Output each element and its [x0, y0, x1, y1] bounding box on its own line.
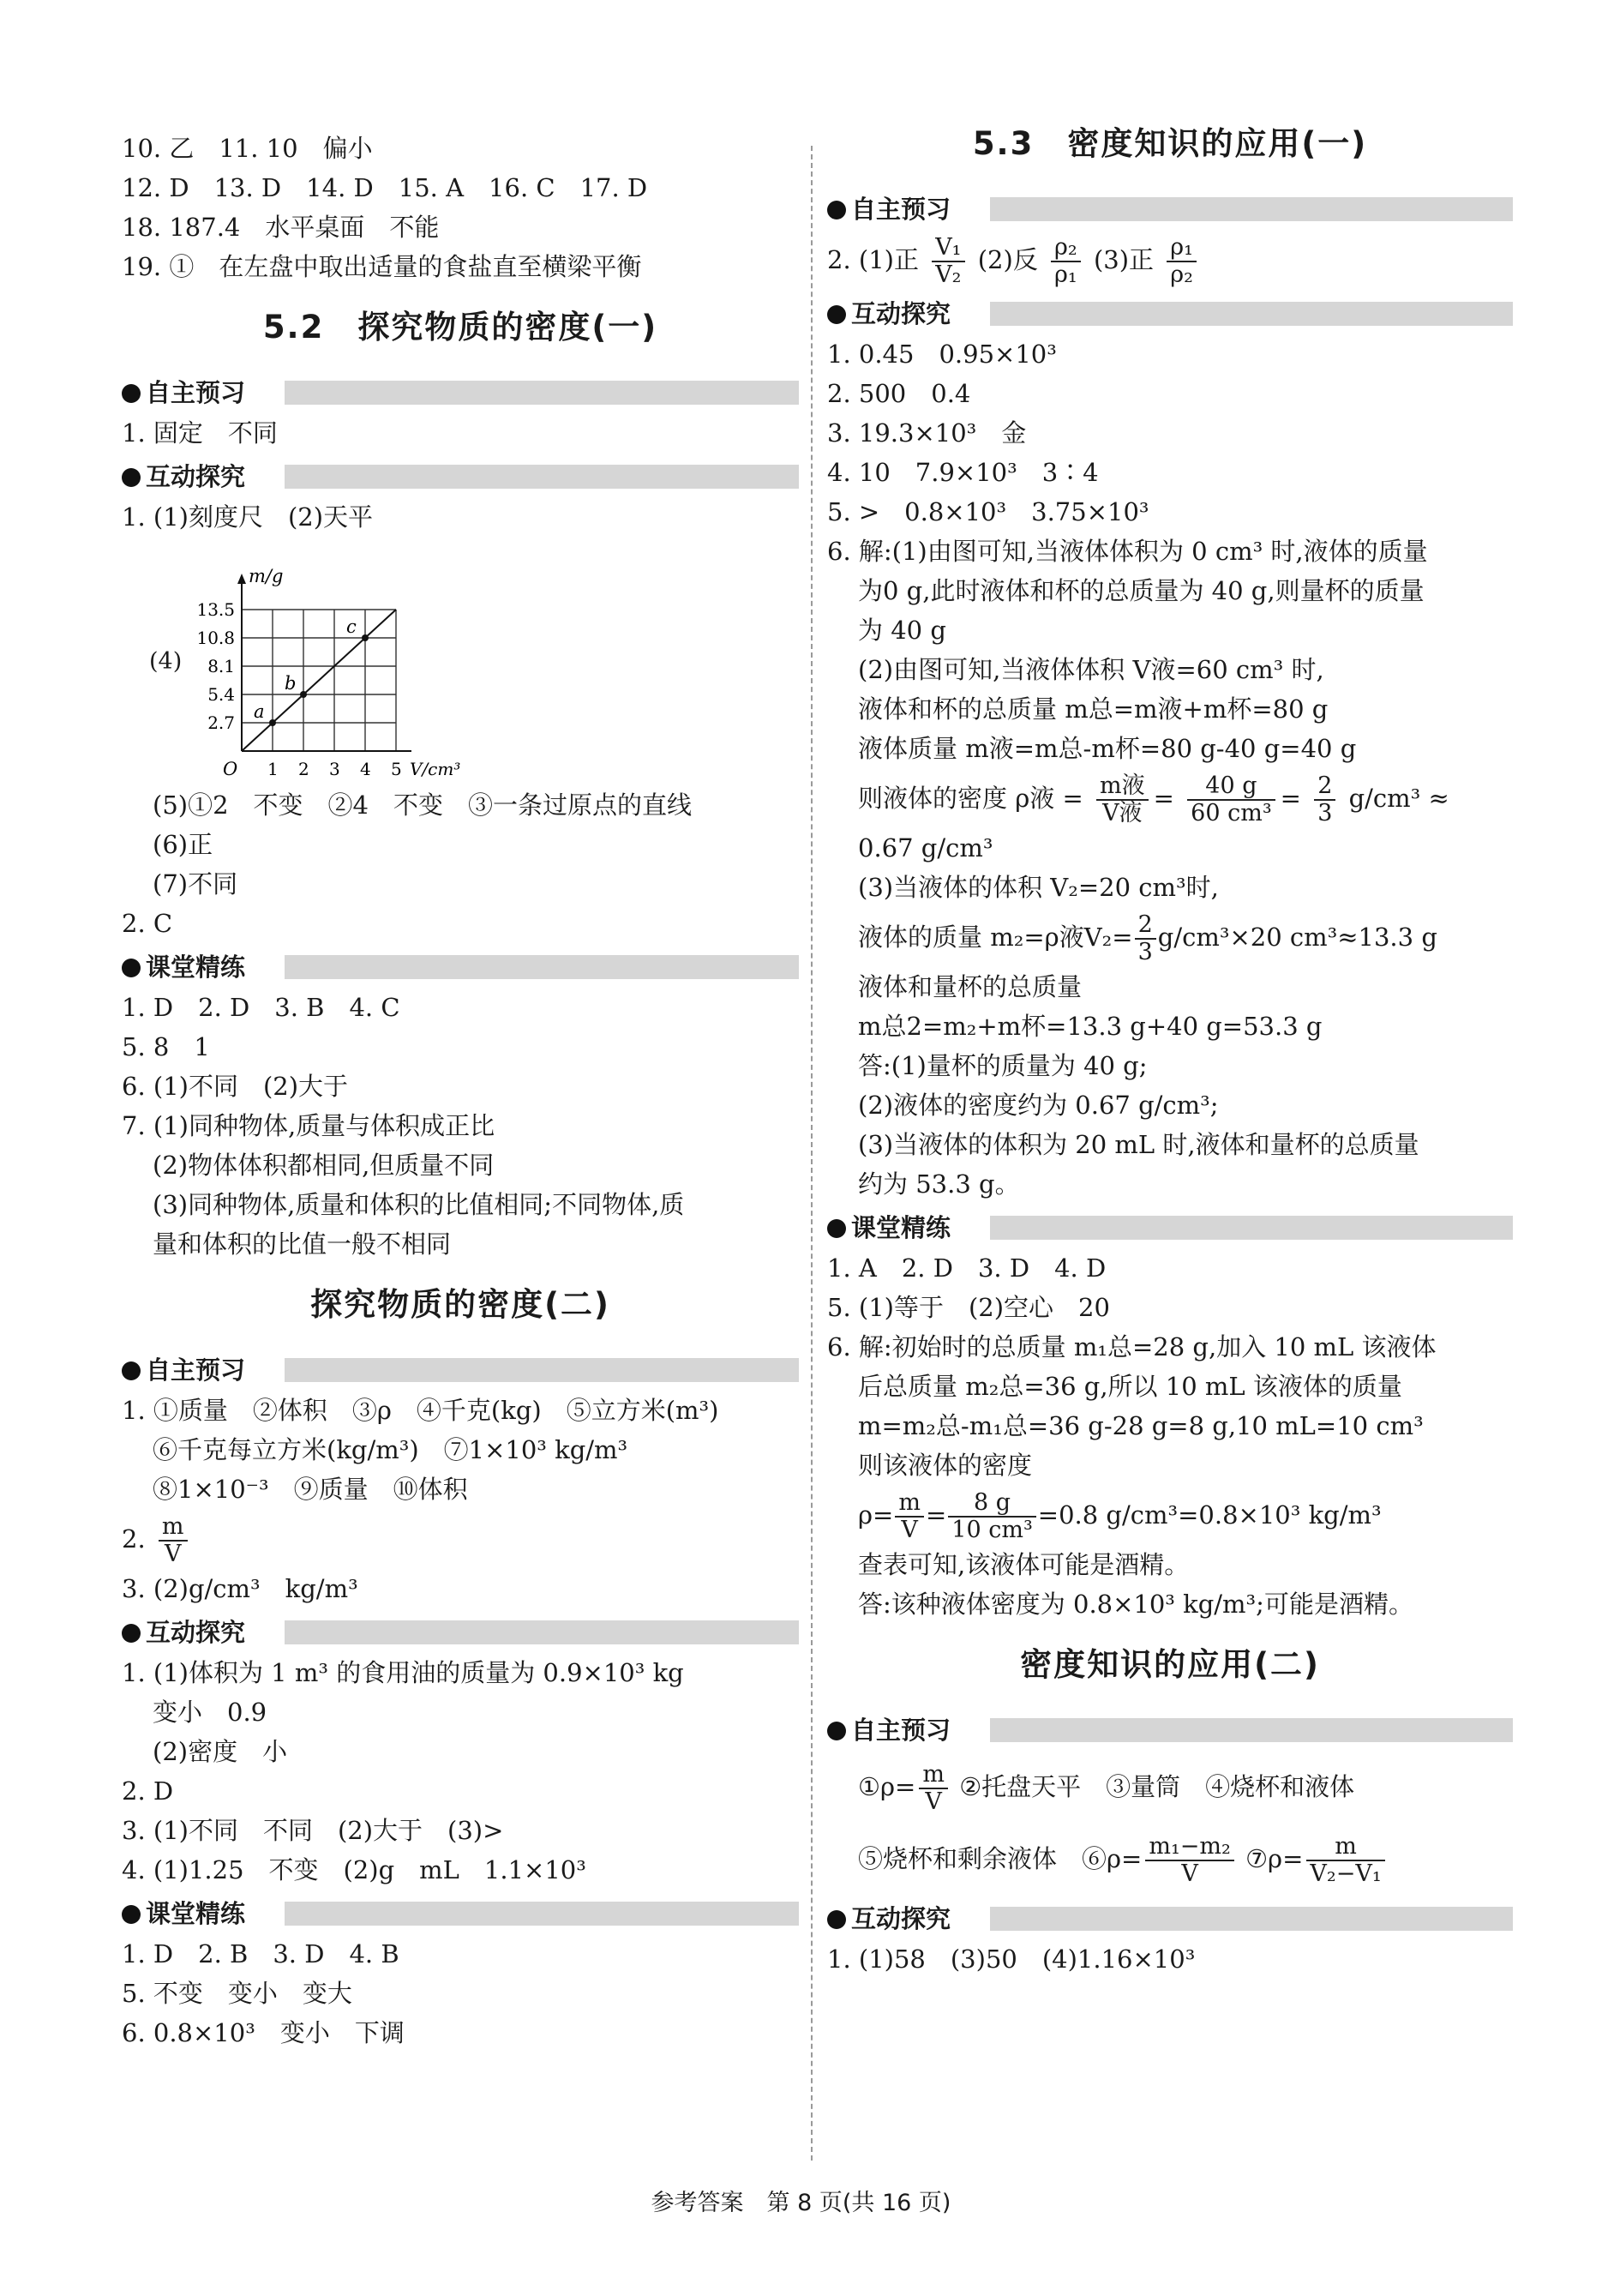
answer-line: 1. 固定 不同 [122, 418, 278, 448]
answer-text: ρ= [858, 1500, 894, 1530]
fraction-top: m [895, 1490, 924, 1518]
x-tick-label: 4 [360, 759, 371, 779]
data-point [300, 691, 307, 698]
fraction-bottom: V₂ [935, 261, 962, 288]
fraction [1167, 235, 1197, 288]
chart-svg [190, 537, 465, 785]
answer-text: ⑦ρ= [1245, 1844, 1304, 1873]
answer-line: 1. (1)刻度尺 (2)天平 [122, 502, 374, 532]
fraction-top: m [1306, 1834, 1384, 1861]
x-axis-label: V/cm³ [410, 759, 461, 779]
answer-line: (5)①2 不变 ②4 不变 ③一条过原点的直线 [153, 790, 692, 820]
x-tick-label: 3 [329, 759, 340, 779]
answer-number: 2. [122, 1524, 146, 1554]
fraction-bottom: ρ₂ [1170, 261, 1193, 288]
section-title: 密度知识的应用(二) [1020, 1646, 1320, 1683]
answer-line: 3. (1)不同 不同 (2)大于 (3)> [122, 1816, 504, 1845]
y-tick-label: 8.1 [207, 656, 235, 676]
fraction-top: m [159, 1514, 188, 1542]
page-footer: 参考答案 第 8 页(共 16 页) [651, 2190, 951, 2216]
answer-text: g/cm³ ≈ [1348, 784, 1449, 813]
bullet-icon [122, 1361, 141, 1380]
section-bar [122, 1898, 799, 1927]
answer-line: 12. D 13. D 14. D 15. A 16. C 17. D [122, 173, 648, 202]
answer-line: m=m₂总-m₁总=36 g-28 g=8 g,10 mL=10 cm³ [858, 1411, 1424, 1440]
answer-line: m总2=m₂+m杯=13.3 g+40 g=53.3 g [858, 1012, 1323, 1041]
answer-line: 4. 10 7.9×10³ 3∶4 [827, 458, 1099, 487]
answer-text: 2. (1)正 [827, 245, 919, 274]
answer-line: 1. (1)体积为 1 m³ 的食用油的质量为 0.9×10³ kg [122, 1658, 684, 1687]
answer-line: 答:该种液体密度为 0.8×10³ kg/m³;可能是酒精。 [858, 1590, 1413, 1619]
answer-line: (6)正 [153, 830, 213, 859]
data-line [242, 610, 396, 751]
y-tick-label: 10.8 [196, 628, 235, 648]
answer-line: ⑥千克每立方米(kg/m³) ⑦1×10³ kg/m³ [153, 1435, 628, 1464]
answer-line: 2. 500 0.4 [827, 379, 971, 408]
x-tick-label: 1 [267, 759, 279, 779]
y-tick-label: 2.7 [207, 712, 235, 733]
section-title: 探究物质的密度(二) [310, 1286, 610, 1323]
answer-line: 则该液体的密度 [858, 1451, 1033, 1480]
right-column [827, 125, 1513, 1979]
fraction [1051, 235, 1081, 288]
y-axis-arrow [237, 574, 246, 584]
section-bar-label: 课堂精练 [146, 952, 257, 983]
answer-line: 2. D [122, 1776, 174, 1806]
fraction [948, 1490, 1036, 1543]
answer-line: 1. ①质量 ②体积 ③ρ ④千克(kg) ⑤立方米(m³) [122, 1396, 719, 1425]
answer-line: (3)当液体的体积 V₂=20 cm³时, [858, 873, 1219, 902]
answer-line: 3. 19.3×10³ 金 [827, 418, 1027, 448]
answer-line: 1. A 2. D 3. D 4. D [827, 1253, 1107, 1283]
y-axis-label: m/g [249, 566, 284, 586]
answer-line: 1. D 2. B 3. D 4. B [122, 1939, 399, 1968]
fraction-top: V₁ [932, 235, 964, 262]
bullet-icon [827, 1219, 846, 1238]
fraction-top: m [919, 1762, 948, 1789]
answer-line: (2)液体的密度约为 0.67 g/cm³; [858, 1091, 1219, 1120]
answer-line: 液体质量 m液=m总-m杯=80 g-40 g=40 g [858, 734, 1357, 763]
section-bar [827, 194, 1513, 223]
answer-line: 约为 53.3 g。 [858, 1169, 1020, 1199]
answer-line: 19. ① 在左盘中取出适量的食盐直至横梁平衡 [122, 252, 642, 281]
bullet-icon [827, 201, 846, 219]
data-point [269, 719, 276, 726]
answer-line: 5. 不变 变小 变大 [122, 1979, 352, 2008]
fraction [1314, 773, 1335, 826]
answer-line: 1. (1)58 (3)50 (4)1.16×10³ [827, 1944, 1196, 1974]
section-bar [827, 1903, 1513, 1932]
section-bar-label: 自主预习 [146, 1355, 257, 1385]
bullet-icon [827, 305, 846, 324]
section-title: 5.3 密度知识的应用(一) [972, 125, 1368, 162]
fraction-top: ρ₁ [1167, 235, 1197, 262]
answer-line: (2)密度 小 [153, 1737, 288, 1766]
section-bar-label: 互动探究 [851, 298, 963, 329]
fraction-top: ρ₂ [1051, 235, 1081, 262]
fraction-bottom: V [1181, 1860, 1198, 1887]
x-tick-label: 2 [298, 759, 309, 779]
answer-line: 10. 乙 11. 10 偏小 [122, 134, 373, 163]
origin-label: O [223, 759, 238, 779]
section-bar [827, 1212, 1513, 1241]
section-bar [827, 298, 1513, 328]
answer-line: 则液体的密度 ρ液 = $\frac{\text{m液}}{\text{V液}}$ = $\frac{40 g}{\text{60 cm³}}$ = $\frac{2}{3}$ g/cm³ ≈ [858, 772, 1449, 826]
section-bar [122, 952, 799, 981]
fraction-bottom: V [925, 1788, 942, 1815]
answer-line: 6. 解:(1)由图可知,当液体体积为 0 cm³ 时,液体的质量 [827, 537, 1428, 566]
answer-line: 7. (1)同种物体,质量与体积成正比 [122, 1111, 495, 1140]
section-bar-label: 互动探究 [146, 461, 257, 492]
bullet-icon [827, 1722, 846, 1740]
answer-line: (2)物体体积都相同,但质量不同 [153, 1151, 495, 1180]
answer-text: = [925, 1500, 947, 1530]
fraction-bottom: V [901, 1517, 918, 1543]
fraction-top: 40 g [1187, 773, 1275, 801]
answer-line: 6. 0.8×10³ 变小 下调 [122, 2018, 405, 2047]
bullet-icon [122, 384, 141, 403]
answer-line: (2)由图可知,当液体体积 V液=60 cm³ 时, [858, 655, 1324, 684]
answer-text: 则液体的密度 ρ液 = [858, 784, 1083, 813]
bullet-icon [122, 959, 141, 977]
answer-line: 5. 8 1 [122, 1032, 210, 1061]
fraction-bottom: 3 [1137, 939, 1153, 965]
fraction-bottom: V [164, 1541, 182, 1567]
bullet-icon [122, 1905, 141, 1924]
fraction-bottom: ρ₁ [1054, 261, 1077, 288]
answer-text: (2)反 [977, 245, 1038, 274]
answer-text: ①ρ= [858, 1772, 916, 1801]
data-point-label: b [285, 673, 297, 694]
section-bar-label: 自主预习 [851, 1715, 963, 1746]
section-bar-label: 课堂精练 [146, 1898, 257, 1929]
fraction [1306, 1834, 1384, 1887]
answer-line: 6. (1)不同 (2)大于 [122, 1072, 349, 1101]
answer-line: 4. (1)1.25 不变 (2)g mL 1.1×10³ [122, 1855, 586, 1884]
data-point [362, 634, 369, 641]
data-point-label: a [254, 701, 265, 722]
left-column [122, 129, 799, 2053]
section-bar-label: 互动探究 [851, 1903, 963, 1934]
fraction-bottom: V₂−V₁ [1310, 1860, 1382, 1887]
answer-line: (3)当液体的体积为 20 mL 时,液体和量杯的总质量 [858, 1130, 1419, 1159]
answer-line: 液体和量杯的总质量 [858, 972, 1083, 1001]
fraction [895, 1490, 924, 1543]
answer-text: 液体的质量 m₂=ρ液V₂= [858, 923, 1133, 952]
fraction [1187, 773, 1275, 826]
section-bar-label: 互动探究 [146, 1617, 257, 1648]
section-bar [122, 377, 799, 406]
section-bar [827, 1715, 1513, 1744]
answer-line [827, 230, 1513, 290]
bullet-icon [122, 468, 141, 487]
answer-line: 为0 g,此时液体和杯的总质量为 40 g,则量杯的质量 [858, 576, 1425, 605]
fraction [1135, 912, 1156, 965]
answer-line: 6. 解:初始时的总质量 m₁总=28 g,加入 10 mL 该液体 [827, 1332, 1437, 1361]
answer-line [122, 1509, 799, 1569]
data-point-label: c [346, 616, 357, 637]
chart-part-label: (4) [149, 648, 183, 675]
answer-text: (3)正 [1093, 245, 1155, 274]
fraction-bottom: 10 cm³ [951, 1517, 1033, 1543]
fraction-top: m₁−m₂ [1145, 1834, 1233, 1861]
answer-text: g/cm³×20 cm³≈13.3 g [1157, 923, 1437, 952]
answer-line: 查表可知,该液体可能是酒精。 [858, 1550, 1190, 1579]
bullet-icon [827, 1910, 846, 1929]
fraction-top: 2 [1135, 912, 1156, 940]
bullet-icon [122, 1624, 141, 1643]
mass-volume-chart [122, 537, 799, 785]
answer-line [827, 1823, 1513, 1895]
fraction [919, 1762, 948, 1815]
section-title: 5.2 探究物质的密度(一) [262, 309, 658, 346]
answer-line [827, 1485, 1513, 1545]
answer-line: 变小 0.9 [153, 1698, 267, 1727]
fraction-bottom: V液 [1102, 800, 1143, 826]
y-tick-label: 13.5 [196, 599, 235, 620]
fraction [932, 235, 964, 288]
section-bar [122, 1617, 799, 1646]
section-bar [122, 1355, 799, 1384]
answer-text: ②托盘天平 ③量筒 ④烧杯和液体 [959, 1772, 1355, 1801]
answer-line: (3)同种物体,质量和体积的比值相同;不同物体,质 [153, 1190, 685, 1219]
section-bar-label: 自主预习 [146, 377, 257, 408]
section-bar-label: 自主预习 [851, 194, 963, 225]
answer-line: 0.67 g/cm³ [858, 833, 993, 863]
answer-line [827, 907, 1513, 967]
answer-text: ⑤烧杯和剩余液体 ⑥ρ= [858, 1844, 1143, 1873]
answer-line: 5. > 0.8×10³ 3.75×10³ [827, 497, 1149, 526]
fraction [159, 1514, 188, 1567]
fraction-bottom: 3 [1317, 800, 1333, 826]
answer-line: 量和体积的比值一般不相同 [153, 1229, 452, 1259]
answer-line: ⑧1×10⁻³ ⑨质量 ⑩体积 [153, 1475, 468, 1504]
answer-line: 18. 187.4 水平桌面 不能 [122, 213, 440, 242]
fraction-top: 2 [1314, 773, 1335, 801]
answer-line: 3. (2)g/cm³ kg/m³ [122, 1574, 358, 1603]
fraction-bottom: 60 cm³ [1191, 800, 1272, 826]
answer-line: 答:(1)量杯的质量为 40 g; [858, 1051, 1148, 1080]
answer-line: 为 40 g [858, 616, 946, 645]
fraction-top: m液 [1096, 773, 1149, 801]
column-divider [811, 146, 813, 2161]
answer-line: 1. 0.45 0.95×10³ [827, 340, 1057, 369]
answer-line: 后总质量 m₂总=36 g,所以 10 mL 该液体的质量 [858, 1372, 1402, 1401]
answer-line: 5. (1)等于 (2)空心 20 [827, 1293, 1110, 1322]
fraction [1096, 773, 1149, 826]
fraction [1145, 1834, 1233, 1887]
answer-line [827, 1751, 1513, 1823]
section-bar [122, 461, 799, 490]
answer-line: 1. D 2. D 3. B 4. C [122, 993, 400, 1022]
section-bar-label: 课堂精练 [851, 1212, 963, 1243]
x-tick-label: 5 [391, 759, 402, 779]
answer-line: 2. C [122, 909, 173, 938]
answer-line: (7)不同 [153, 869, 238, 899]
y-tick-label: 5.4 [207, 684, 235, 705]
fraction-top: 8 g [948, 1490, 1036, 1518]
answer-text: =0.8 g/cm³=0.8×10³ kg/m³ [1037, 1500, 1382, 1530]
answer-line: 液体和杯的总质量 m总=m液+m杯=80 g [858, 694, 1329, 724]
